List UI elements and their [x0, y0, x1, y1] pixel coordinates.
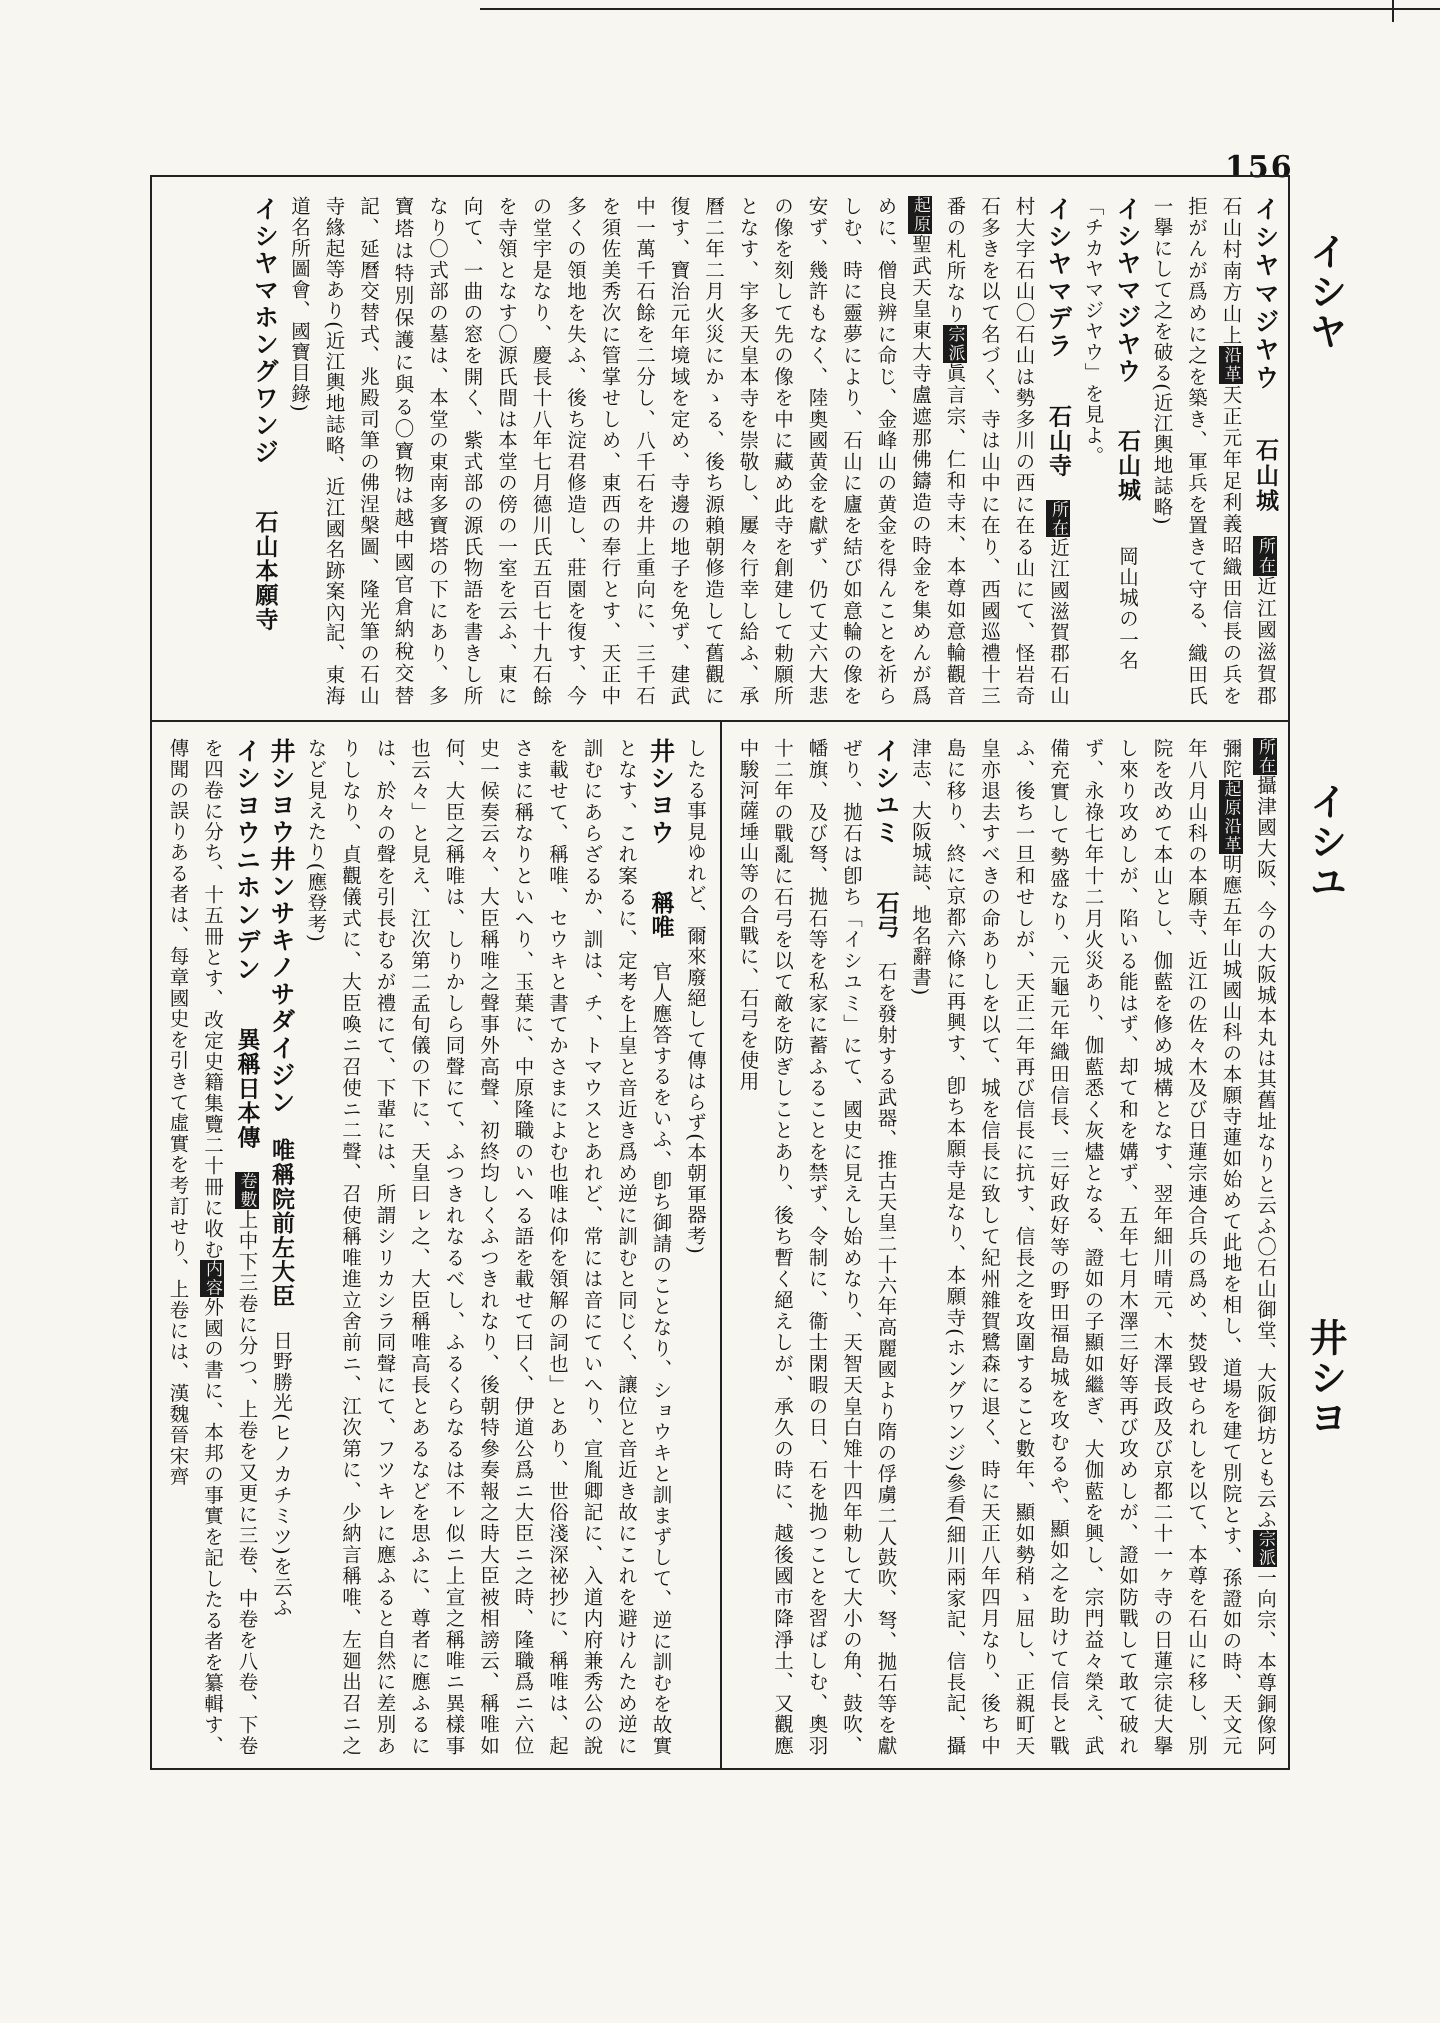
- entry-heading-kanji: 石弓: [872, 890, 900, 940]
- entry-tag: 宗派: [944, 324, 965, 363]
- entry-text: 明應五年山城國山科の本願寺蓮如始めて此地を相し、道場を建て別院とす、孫證如の時、天文元年八月山科の本願寺、近江の佐々木及び日蓮宗連合兵の爲め、焚毀せられしを以て、本尊を石山に移し、別院を改めて本山とし、伽藍を修め城構となす、翌年細川晴元、木澤長政及び京都二十一ヶ寺の日蓮宗徒大擧し來り攻めしが、陷いる能はず、却て和を媾ず、五年七月木澤三好等再び攻めしが、證如防戰して敢て破れず、永祿七年十二月火災あり、伽藍悉く灰燼となる、證如の子顯如繼ぎ、大伽藍を興し、宗門益々榮え、武備充實して勢盛なり、元龜元年織田信長、三好政好等の野田福島城を攻むるや、顯如之を助けて信長と戰ふ、後ち一旦和せしが、天正二年再び信長に抗す、信長之を攻圍すること數年、顯如勢稍ゝ屈し、正親町天皇亦退去すべきの命ありしを以て、城を信長に致して紀州雜賀鷺森に退く、時に天正八年四月なり、後ち中島に移り、終に京都六條に再興す、卽ち本願寺是なり、本願寺(ホングワンジ)參看(細川兩家記、信長記、攝津志、大阪城誌、地名辭書): [909, 738, 1243, 1756]
- entry-heading-kanji: 石山城: [1252, 436, 1279, 514]
- bottom-left-block: [152, 738, 712, 1756]
- entry-heading-kanji: 稱唯: [647, 890, 675, 940]
- entry-aside: 岡山城の一名: [1116, 545, 1139, 671]
- entry-ishiyama-honganji-body: [903, 738, 1283, 1756]
- entry-heading-kanji: 異稱日本傳: [233, 1027, 261, 1151]
- entry-tag: 内容: [202, 1259, 222, 1297]
- entry-heading-kana: イシヤマデラ: [1044, 196, 1073, 360]
- entry-text: 外國の書に、本邦の事實を記したる者を纂輯す、傳聞の誤りある者は、每章國史を引きて虛實を考訂せり、上卷には、漢魏晉宋齊: [166, 738, 224, 1757]
- entry-text: 攝津國大阪、今の大阪城本丸は其舊址なりと云ふ〇石山御堂、大阪御坊とも云ふ: [1254, 774, 1277, 1531]
- entry-ishiyama-jou-1: [1144, 196, 1282, 706]
- page-number: 156: [1225, 150, 1294, 185]
- entry-ishou-nihonden: [160, 738, 264, 1756]
- entry-ishiyumi-continued: [678, 738, 713, 1756]
- entry-heading-kana: イシヨウニホンデン: [232, 738, 262, 984]
- running-header-isiya: イシヤ: [1303, 232, 1347, 352]
- entry-text: 一向宗、本尊銅像阿彌陀: [1219, 738, 1277, 1756]
- entry-text: 石を發射する武器、推古天皇二十六年高麗國より隋の俘虜二人鼓吹、弩、拋石等を獻ぜり、拋石は卽ち「イシユミ」にて、國史に見えし始めなり、天智天皇白雉十四年勅して大小の角、鼓吹、幡旗、及び弩、拋石等を私家に蓄ふることを禁ず、令制に、衞士閑暇の日、石を拋つことを習ばしむ、奧羽十二年の戰亂に石弓を以て敵を防ぎしことあり、後ち暫く絕えしが、承久の時に、越後國市降淨土、又觀應中駿河薩埵山等の合戰に、石弓を使用: [736, 738, 898, 1756]
- entry-text: 官人應答するをいふ、卽ち御請のことなり、ショウキと訓まずして、逆に訓むを故實となす、これ案るに、定考を上皇と音近き爲め逆に訓むと同じく、讓位と音近き故にこれを避けんため逆に訓むにあらざるか、訓は、チ、トマウスとあれど、常には音にていへり、宣胤卿記に、入道内府兼秀公の說を載せて、稱唯、セウキと書てかさまによむ也唯は仰を領解の詞也」とあり、世俗淺深祕抄に、稱唯は、起さまに稱なりといへり、玉葉に、中原隆職のいへる語を載せて曰く、伊道公爲ニ大臣ニ之時、隆職爲ニ六位史一候奏云々、大臣稱唯之聲事外高聲、初終均しくふつきれなり、後朝特參奏報之時大臣被相謗云、稱唯如何、大臣之稱唯は、しりかしら同聲にて、ふつきれなるべし、ふるくらなるは不ㇾ似ニ上宣之稱唯ニ異樣事也云々」と見え、江次第二孟旬儀の下に、天皇曰ㇾ之、大臣稱唯高長とあるなどを思ふに、尊者に應ふるには、於々の聲を引長むるが禮にて、下輩には、所謂シリカシラ同聲にて、フツキレに應ふると自然に差別ありしなり、貞觀儀式に、大臣喚ニ召使ニ二聲、召使稱唯進立舍前ニ、江次第に、少納言稱唯、左廻出召ニ之など見えたり(應登考): [304, 738, 673, 1756]
- entry-heading-kana: イシヤマジヤウ: [1251, 196, 1280, 393]
- entry-ishiyama-dera: [282, 196, 1076, 706]
- entry-text: したる事見ゆれど、爾來廢絕して傳はらず(本朝軍器考): [684, 738, 707, 1256]
- entry-text: 上中下三卷に分つ、上卷を又更に三卷、中卷を八卷、下卷を四卷に分ち、十五冊とす、改定史籍集覽二十冊に收む: [201, 738, 259, 1756]
- entry-heading-kanji: 石山城: [1114, 429, 1141, 502]
- entry-heading-kana: 井シヨウ井ンサキノサダイジン: [267, 738, 296, 1116]
- entry-text: 「チカヤマジヤウ」を見よ。: [1081, 196, 1105, 467]
- entry-heading-kanji: 石山本願寺: [251, 510, 279, 632]
- entry-ishiyumi: [730, 738, 903, 1756]
- entry-text: 天正元年足利義昭織田信長の兵を拒がんが爲めに之を築き、軍兵を置きて守る、織田氏一擧にして之を破る(近江輿地誌略): [1150, 196, 1243, 706]
- entry-ishou: [298, 738, 678, 1756]
- entry-heading-kana: 井シヨウ: [646, 738, 676, 847]
- top-block: [157, 196, 1282, 706]
- running-header-isiyu: イシユ: [1303, 782, 1347, 902]
- vertical-divider: [720, 722, 722, 1770]
- top-rule: [480, 8, 1440, 10]
- entry-tag: 沿革: [1220, 346, 1241, 385]
- entry-text: 聖武天皇東大寺盧遮那佛鑄造の時金を集めんが爲めに、僧良辨に命じ、金峰山の黄金を得んことを祈らしむ、時に靈夢により、石山に廬を結び如意輪の像を安ず、幾許もなく、陸奧國黄金を獻ず、仍て丈六大悲の像を刻して先の像を中に藏め此寺を創建して勅願所となす、宇多天皇本寺を崇敬し、屢々行幸し給ふ、承曆二年二月火災にかゝる、後ち源賴朝修造して舊觀に復す、寶治元年境域を定め、寺邊の地子を免ず、建武中一萬千石餘を二分し、八千石を井上重向に、三千石を須佐美秀次に管掌せしめ、東西の奉行とす、天正中多くの領地を失ふ、後ち淀君修造し、莊園を復す、今の堂宇是なり、慶長十八年七月德川氏五百七十九石餘を寺領となす〇源氏間は本堂の傍の一室を云ふ、東に向て、一曲の窓を開く、紫式部の源氏物語を書きし所なり〇式部の墓は、本堂の東南多寶塔の下にあり、多寶塔は特別保護に與る〇寶物は越中國官倉納稅交替記、延曆交替式、兆殿司筆の佛涅槃圖、隆光筆の石山寺緣起等あり(近江輿地誌略、近江國名跡案內記、東海道名所圖會、國寶目錄): [288, 196, 932, 706]
- entry-tag: 起原: [910, 196, 930, 234]
- entry-heading-kana: イシヤマホングワンジ: [250, 196, 280, 466]
- entry-tag: 宗派: [1255, 1530, 1275, 1568]
- entry-tag: 卷數: [236, 1172, 257, 1210]
- entry-aside: 日野勝光(ヒノカチミツ)を云ふ: [270, 1330, 293, 1619]
- entry-text: 近江國滋賀郡石山村大字石山〇石山は勢多川の西に在る山にて、怪岩奇石多きを以て名づく、寺は山中に在り、西國巡禮十三番の札所なり: [943, 196, 1070, 706]
- top-tick: [1392, 0, 1394, 22]
- entry-tag: 所在: [1048, 499, 1068, 538]
- entry-text: 眞言宗、仁和寺末、本尊如意輪觀音: [943, 362, 967, 706]
- entry-heading-kanji: 唯稱院前左大臣: [268, 1138, 295, 1309]
- entry-ishiyama-honganji: [247, 196, 282, 706]
- entry-tag: 所在: [1255, 738, 1275, 775]
- entry-ishiyama-jou-2-ref: [1075, 196, 1110, 706]
- entry-heading-kana: イシユミ: [871, 738, 901, 847]
- entry-text: 近江國滋賀郡石山村南方山上: [1219, 196, 1277, 707]
- entry-ishouin-sakino-sadaijin: [264, 738, 299, 1756]
- bottom-right-block: [724, 738, 1282, 1756]
- entry-tag: 所在: [1255, 535, 1275, 576]
- entry-tag: 起原沿革: [1220, 779, 1241, 854]
- entry-heading-kanji: 石山寺: [1045, 403, 1072, 478]
- entry-ishiyama-jou-2: [1110, 196, 1145, 706]
- entry-heading-kana: イシヤマジヤウ: [1113, 196, 1142, 385]
- running-header-isiyo: 井シヨ: [1303, 1318, 1347, 1438]
